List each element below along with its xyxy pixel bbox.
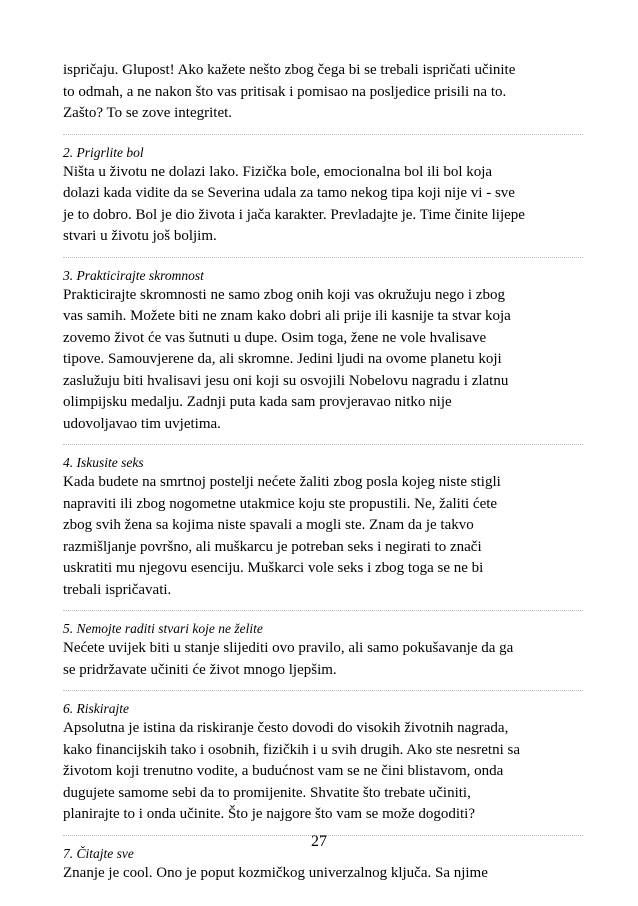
section-heading: 5. Nemojte raditi stvari koje ne želite: [63, 621, 263, 636]
section-divider: [63, 690, 583, 691]
text-line: to odmah, a ne nakon što vas pritisak i pomisao na posljedice prisili na to.: [63, 83, 507, 100]
text-line: je to dobro. Bol je dio života i jača karakter. Prevladajte je. Time činite lijepe: [63, 206, 525, 223]
section-3: [63, 267, 583, 436]
intro-paragraph: [63, 60, 583, 125]
text-line: udovoljavao tim uvjetima.: [63, 415, 221, 432]
text-line: se pridržavate učiniti će život mnogo ljepšim.: [63, 661, 337, 678]
text-line: Ništa u životu ne dolazi lako. Fizička bole, emocionalna bol ili bol koja: [63, 163, 493, 180]
text-line: zbog svih žena sa kojima niste spavali a mogli ste. Znam da je takvo: [63, 517, 474, 533]
text-line: Znanje je cool. Ono je poput kozmičkog univerzalnog ključa. Sa njime: [63, 864, 488, 881]
section-4: [63, 454, 583, 601]
text-line: tipove. Samouvjerene da, ali skromne. Jedini ljudi na ovome planetu koji: [63, 351, 502, 367]
section-heading: 6. Riskirajte: [63, 701, 129, 716]
section-heading: 3. Prakticirajte skromnost: [63, 267, 204, 283]
text-line: kako financijskih tako i osobnih, fizičkih i u svih drugih. Ako ste nesretni sa: [63, 741, 521, 758]
section-paragraph: [63, 718, 583, 826]
text-line: Zašto? To se zove integritet.: [63, 105, 233, 121]
section-2: [63, 144, 583, 248]
text-line: dolazi kada vidite da se Severina udala za tamo nekog tipa koji nije vi - sve: [63, 185, 515, 201]
text-line: Nećete uvijek biti u stanje slijediti ovo pravilo, ali samo pokušavanje da ga: [63, 640, 514, 656]
text-line: napraviti ili zbog nogometne utakmice koju ste propustili. Ne, žaliti ćete: [63, 495, 498, 512]
text-line: zovemo život će vas šutnuti u dupe. Osim toga, žene ne vole hvalisave: [63, 329, 487, 346]
section-divider: [63, 257, 583, 258]
text-line: planirajte to i onda učinite. Što je najgore što vam se može dogoditi?: [63, 806, 475, 822]
text-line: dugujete samome sebi da to promijenite. Shvatite što trebate učiniti,: [63, 784, 471, 801]
text-line: životom koji trenutno vodite, a budućnost vam se ne čini blistavom, onda: [63, 763, 504, 779]
text-line: Kada budete na smrtnoj postelji nećete žaliti zbog posla kojeg niste stigli: [63, 474, 501, 490]
section-paragraph: [63, 863, 583, 885]
text-line: razmišljanje površno, ali muškarcu je potreban seks i negirati to znači: [63, 538, 482, 555]
section-5: [63, 620, 583, 681]
text-line: stvari u životu još boljim.: [63, 228, 217, 244]
section-heading: 7. Čitajte sve: [63, 845, 134, 861]
text-line: Apsolutna je istina da riskiranje često dovodi do visokih životnih nagrada,: [63, 720, 509, 736]
section-divider: [63, 610, 583, 611]
text-line: Prakticirajte skromnosti ne samo zbog onih koji vas okružuju nego i zbog: [63, 286, 506, 303]
section-paragraph: [63, 638, 583, 681]
section-heading: 2. Prigrlite bol: [63, 144, 144, 160]
section-divider: [63, 134, 583, 135]
section-6: [63, 700, 583, 826]
section-divider: [63, 444, 583, 445]
page-number: 27: [311, 833, 327, 850]
text-line: ispričaju. Glupost! Ako kažete nešto zbog čega bi se trebali ispričati učinite: [63, 62, 516, 78]
section-heading: 4. Iskusite seks: [63, 455, 144, 470]
section-paragraph: [63, 285, 583, 436]
text-line: zaslužuju biti hvalisavi jesu oni koji su osvojili Nobelovu nagradu i zlatnu: [63, 372, 509, 389]
text-line: uskratiti mu njegovu esenciju. Muškarci vole seks i zbog toga se ne bi: [63, 560, 484, 576]
text-line: olimpijsku medalju. Zadnji puta kada sam provjeravao nitko nije: [63, 394, 452, 410]
section-paragraph: [63, 162, 583, 248]
text-line: trebali ispričavati.: [63, 581, 172, 598]
document-page: [63, 60, 583, 884]
section-paragraph: [63, 472, 583, 601]
text-line: vas samih. Možete biti ne znam kako dobri ali prije ili kasnije ta stvar koja: [63, 308, 511, 324]
